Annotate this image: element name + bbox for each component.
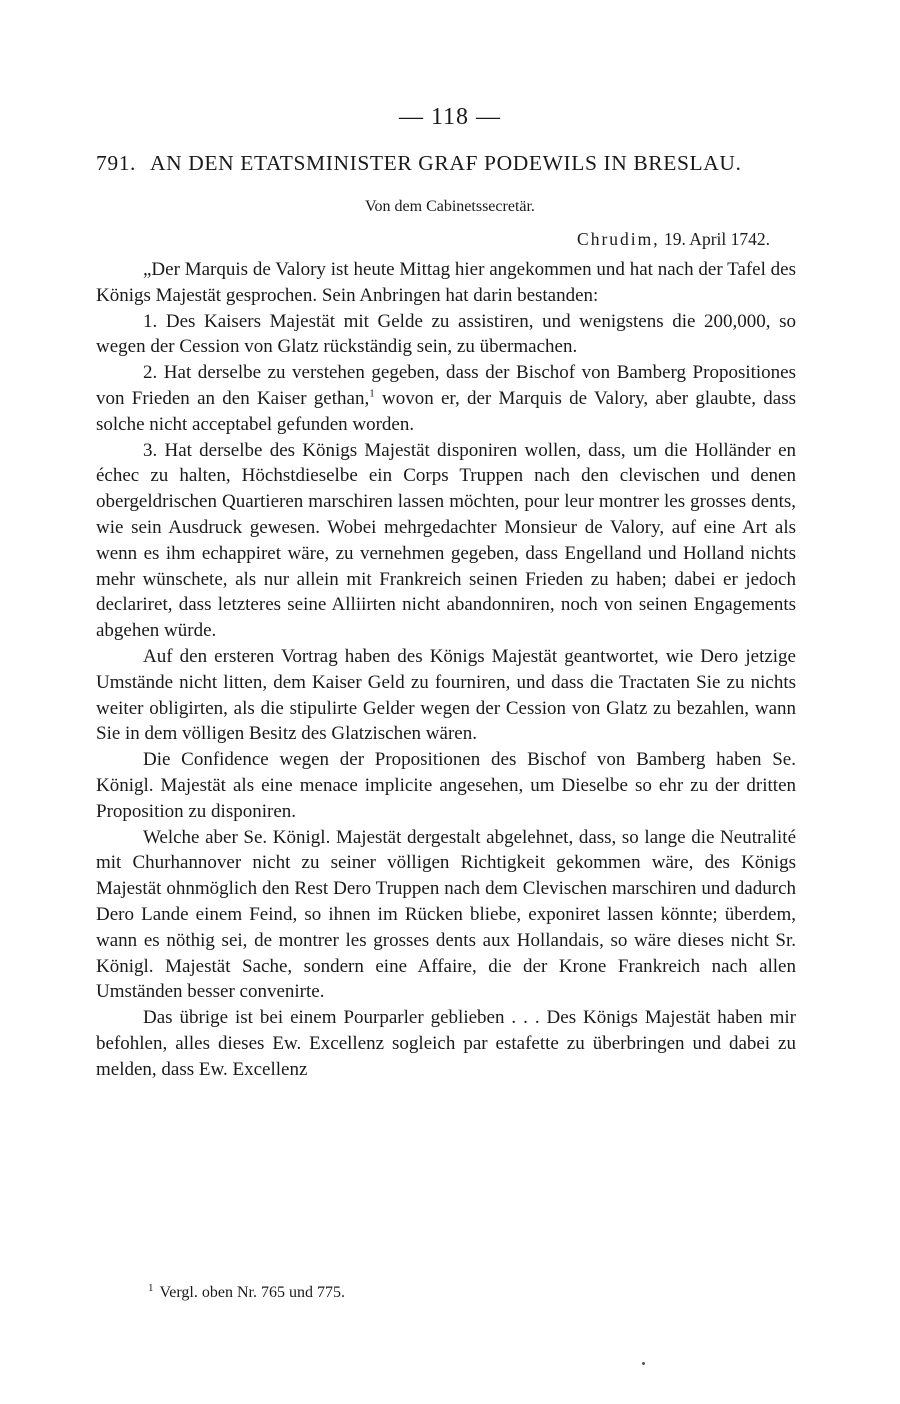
paragraph-point-2-text: 2. Hat derselbe zu verstehen gegeben, dass der Bischof von Bamberg Propositiones von Frieden an den Kaiser gethan, (96, 362, 796, 409)
paragraph-intro: „Der Marquis de Valory ist heute Mittag hier angekommen und hat nach der Tafel des Königs Majestät gesprochen. Sein Anbringen hat darin bestanden: (96, 259, 796, 306)
byline: Von dem Cabinetssecretär. (365, 198, 535, 215)
paragraph-closing: Das übrige ist bei einem Pourparler geblieben . . . Des Königs Majestät haben mir befohlen, alles dieses Ew. Excellenz sogleich par estafette zu überbringen und dabei zu melden, dass Ew. Excellenz (96, 1007, 796, 1080)
footnote-reference: 1 (369, 387, 375, 400)
date-text: 19. April 1742. (664, 229, 770, 249)
print-speck (642, 1362, 645, 1365)
page-number: — 118 — (398, 104, 502, 130)
date-place: Chrudim, (577, 229, 660, 249)
letter-addressee: AN DEN ETATSMINISTER GRAF PODEWILS IN BRESLAU. (150, 151, 742, 175)
paragraph-refusal: Welche aber Se. Königl. Majestät dergestalt abgelehnet, dass, so lange die Neutralité mit Churhannover nicht zu seiner völligen Richtigkeit gekommen wäre, des Königs Majestät ohnmöglich den Rest Dero Truppen nach dem Clevischen marschiren und dadurch Dero Lande einem Feind, so ihnen im Rücken bliebe, exponiret lassen könnte; überdem, wann es nöthig sei, de montrer les grosses dents aux Hollandais, so wäre dieses nicht Sr. Königl. Majestät Sache, sondern eine Affaire, die der Krone Frankreich nach allen Umständen besser convenirte. (96, 826, 796, 1003)
letter-body (96, 257, 796, 1083)
letter-number: 791. (96, 151, 137, 175)
paragraph-point-2 (96, 360, 796, 437)
paragraph-point-2-continuation: wovon er, der Marquis de Valory, aber glaubte, dass solche nicht acceptabel gefunden worden. (96, 387, 796, 435)
footnote (148, 1281, 345, 1302)
footnote-text: Vergl. oben Nr. 765 und 775. (159, 1284, 345, 1301)
footnote-marker: 1 (148, 1281, 154, 1294)
dateline (577, 229, 770, 250)
paragraph-reply: Auf den ersteren Vortrag haben des Königs Majestät geantwortet, wie Dero jetzige Umstände nicht litten, dem Kaiser Geld zu fourniren, und dass die Tractaten Sie zu nichts weiter obligirten, als die stipulirte Gelder wegen der Cession von Glatz zu bezahlen, wann Sie in dem völligen Besitz des Glatzischen wären. (96, 645, 796, 745)
paragraph-point-3: 3. Hat derselbe des Königs Majestät disponiren wollen, dass, um die Holländer en échec zu halten, Höchstdieselbe ein Corps Truppen nach den clevischen und denen obergeldrischen Quartieren marschiren lassen möchten, pour leur montrer les grosses dents, wie sein Ausdruck gewesen. Wobei mehrgedachter Monsieur de Valory, auf eine Art als wenn es ihm echappiret wäre, zu vernehmen gegeben, dass Engelland und Holland nichts mehr wünschete, als nur allein mit Frankreich seinen Frieden zu haben; dabei er jedoch declariret, dass letzteres seine Alliirten nicht abandonniren, noch von seinen Engagements abgehen würde. (96, 439, 796, 642)
paragraph-confidence: Die Confidence wegen der Propositionen des Bischof von Bamberg haben Se. Königl. Majestät als eine menace implicite angesehen, um Dieselbe so ehr zu der dritten Proposition zu disponiren. (96, 749, 796, 822)
paragraph-point-1: 1. Des Kaisers Majestät mit Gelde zu assistiren, und wenigstens die 200,000, so wegen der Cession von Glatz rückständig sein, zu übermachen. (96, 310, 796, 358)
letter-heading (96, 151, 816, 176)
